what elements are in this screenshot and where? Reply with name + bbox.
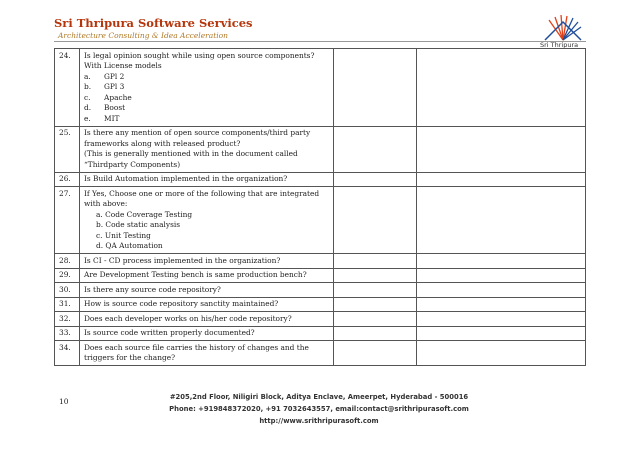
table-row [55,126,586,172]
table-row [55,297,586,312]
question-cell [80,49,334,127]
questionnaire-table [54,48,586,366]
table-row [55,326,586,341]
remarks-cell [417,254,586,269]
footer-contact: Phone: +919848372020, +91 7032643557, email:contact@srithripurasoft.com [169,405,469,413]
question-text: Is there any mention of open source components/third party frameworks along with released product? [84,128,311,148]
footer-address: #205,2nd Floor, Niligiri Block, Aditya Enclave, Ameerpet, Hyderabad - 500016 [169,393,469,401]
row-number: 24. [55,49,80,127]
question-cell: Does each developer works on his/her code repository? [80,312,334,327]
row-number: 34. [55,341,80,366]
answer-cell [334,326,417,341]
table-row [55,283,586,298]
table-row [55,172,586,187]
remarks-cell [417,268,586,283]
remarks-cell [417,312,586,327]
option-item: d. Boost [84,103,126,112]
answer-cell [334,283,417,298]
answer-cell [334,312,417,327]
question-cell: Is source code written properly documented? [80,326,334,341]
question-text: If Yes, Choose one or more of the following that are integrated with above: [84,188,320,208]
answer-cell [334,254,417,269]
remarks-cell [417,49,586,127]
company-tagline: Architecture Consulting & Idea Acceleration [58,31,228,40]
row-number: 27. [55,187,80,254]
page-number: 10 [59,397,69,406]
row-number: 33. [55,326,80,341]
question-note: (This is generally mentioned with in the document called “Thirdparty Components) [84,149,298,169]
row-number: 28. [55,254,80,269]
answer-cell [334,297,417,312]
remarks-cell [417,172,586,187]
table-row [55,49,586,127]
option-item: e. MIT [84,113,120,123]
answer-cell [334,341,417,366]
option-item: b. GPl 3 [84,82,125,91]
answer-cell [334,49,417,127]
question-text: Is legal opinion sought while using open source components? With License models [84,50,315,70]
row-number: 31. [55,297,80,312]
answer-cell [334,126,417,172]
row-number: 30. [55,283,80,298]
question-cell: Is there any source code repository? [80,283,334,298]
header-divider [54,41,586,42]
row-number: 32. [55,312,80,327]
table-row [55,341,586,366]
option-item: d. QA Automation [96,241,163,250]
row-number: 26. [55,172,80,187]
question-cell: Is CI - CD process implemented in the organization? [80,254,334,269]
logo-text: Sri Thripura [540,41,579,49]
row-number: 25. [55,126,80,172]
company-name: Sri Thripura Software Services [54,16,253,30]
table-row [55,268,586,283]
option-item: c. Apache [84,92,132,102]
option-item: c. Unit Testing [96,230,151,240]
question-cell: Does each source file carries the history of changes and the triggers for the change? [80,341,334,366]
option-item: b. Code static analysis [96,220,181,229]
remarks-cell [417,126,586,172]
question-cell: Is Build Automation implemented in the organization? [80,172,334,187]
table-row [55,187,586,254]
option-item: a. GPl 2 [84,71,125,81]
footer-url: http://www.srithripurasoft.com [259,417,379,425]
question-cell [80,187,334,254]
remarks-cell [417,187,586,254]
answer-cell [334,268,417,283]
remarks-cell [417,297,586,312]
answer-cell [334,172,417,187]
remarks-cell [417,326,586,341]
question-cell [80,126,334,172]
table-row [55,254,586,269]
remarks-cell [417,283,586,298]
question-cell: Are Development Testing bench is same production bench? [80,268,334,283]
remarks-cell [417,341,586,366]
question-cell: How is source code repository sanctity maintained? [80,297,334,312]
answer-cell [334,187,417,254]
row-number: 29. [55,268,80,283]
table-row [55,312,586,327]
option-item: a. Code Coverage Testing [96,209,193,219]
